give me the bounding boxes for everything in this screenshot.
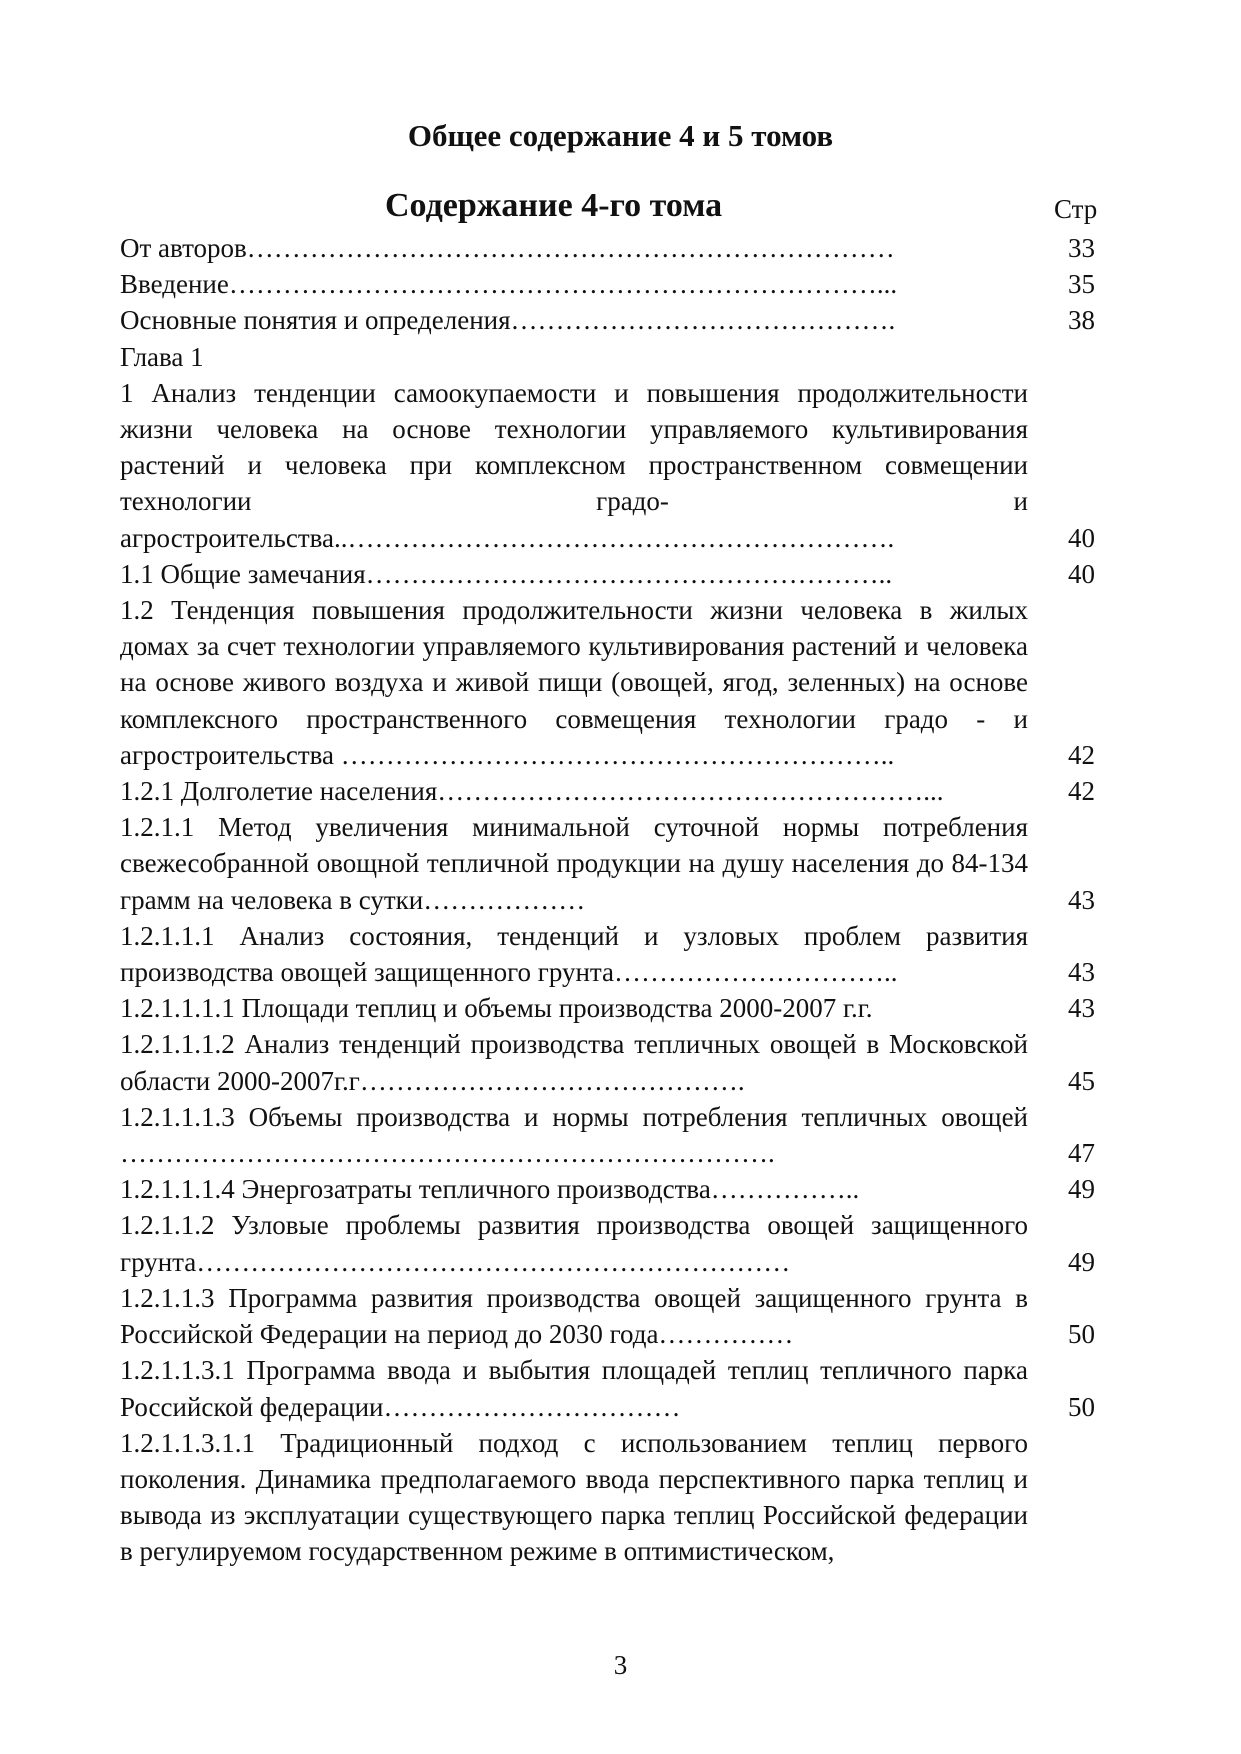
toc-entry-page: 42 <box>1068 776 1095 807</box>
toc-entry-text: Основные понятия и определения……………………………………. <box>120 305 896 336</box>
toc-entry <box>120 1026 1095 1098</box>
toc-entry-page: 40 <box>1068 522 1095 553</box>
toc-entry-page: 42 <box>1068 739 1095 770</box>
toc-entry-text: От авторов……………………………………………………………… <box>120 233 895 263</box>
toc-entry-page: 43 <box>1068 993 1095 1024</box>
toc-entry-text: 1.2.1.1.3.1 Программа ввода и выбытия площадей теплиц тепличного парка Российской федерации…………………………… <box>120 1355 1028 1422</box>
toc-entry-text: Глава 1 <box>120 341 204 372</box>
volume-title: Содержание 4-го тома <box>385 187 723 224</box>
toc-entry-page: 35 <box>1068 269 1095 300</box>
table-of-contents <box>120 230 1095 1570</box>
toc-entry-text: 1.2.1.1.1.2 Анализ тенденций производства тепличных овощей в Московской области 2000-2007г.г……………………………………. <box>120 1029 1028 1096</box>
toc-entry <box>120 1280 1095 1352</box>
toc-entry-text: 1 Анализ тенденции самоокупаемости и повышения продолжительности жизни человека на основе технологии управляемого культивирования растений и человека при комплексном пространственном совмещении технологии градо- и агростроительства..……………………………………………………. <box>120 377 1028 553</box>
toc-entry <box>120 302 1095 338</box>
toc-entry <box>120 773 1095 809</box>
toc-entry-page: 43 <box>1068 884 1095 915</box>
toc-entry-page: 40 <box>1068 558 1095 589</box>
toc-entry-page: 43 <box>1068 957 1095 988</box>
page-number: 3 <box>613 1650 628 1680</box>
toc-entry-text: 1.2.1.1.1.3 Объемы производства и нормы потребления тепличных овощей ………………………………………………………………. <box>120 1101 1028 1169</box>
toc-entry-text: 1.2.1.1.3.1.1 Традиционный подход с использованием теплиц первого поколения. Динамика предполагаемого ввода перспективного парка теплиц и вывода из эксплуатации существующего парка теплиц Российской федерации в регулируемом государственном режиме в оптимистическом, <box>120 1427 1028 1567</box>
toc-entry <box>120 918 1095 990</box>
toc-entry-text: 1.2.1.1.2 Узловые проблемы развития производства овощей защищенного грунта………………………………………………………… <box>120 1210 1028 1277</box>
toc-entry-text: 1.2.1 Долголетие населения………………………………………………... <box>120 776 944 807</box>
toc-entry <box>120 1207 1095 1279</box>
toc-entry <box>120 1099 1095 1171</box>
toc-entry <box>120 556 1095 592</box>
toc-entry-page: 47 <box>1068 1138 1095 1169</box>
toc-entry-page: 50 <box>1068 1319 1095 1350</box>
toc-entry-text: 1.2 Тенденция повышения продолжительности жизни человека в жилых домах за счет технологии управляемого культивирования растений и человека на основе живого воздуха и живой пищи (овощей, ягод, зеленных) на основе комплексного пространственного совмещения технологии градо - и агростроительства …………………………………………………….. <box>120 595 1028 770</box>
toc-entry-page: 38 <box>1068 305 1095 336</box>
document-title: Общее содержание 4 и 5 томов <box>407 118 834 153</box>
toc-entry-text: 1.2.1.1 Метод увеличения минимальной суточной нормы потребления свежесобранной овощной тепличной продукции на душу населения до 84-134 грамм на человека в сутки……………… <box>120 812 1028 915</box>
toc-entry-text: 1.2.1.1.1.4 Энергозатраты тепличного производства…………….. <box>120 1174 860 1205</box>
toc-entry <box>120 592 1095 773</box>
toc-entry-text: 1.2.1.1.3 Программа развития производства овощей защищенного грунта в Российской Федерации на период до 2030 года…………… <box>120 1282 1028 1350</box>
toc-entry <box>120 1171 1095 1207</box>
toc-entry <box>120 990 1095 1026</box>
toc-entry <box>120 809 1095 918</box>
toc-entry-page: 49 <box>1068 1174 1095 1205</box>
toc-entry-text: 1.2.1.1.1 Анализ состояния, тенденций и узловых проблем развития производства овощей защищенного грунта………………………….. <box>120 920 1028 988</box>
toc-entry-text: Введение………………………………………………………………... <box>120 269 898 300</box>
page-column-label: Стр <box>1054 194 1098 224</box>
toc-entry <box>120 1352 1095 1424</box>
toc-entry <box>120 230 1095 266</box>
toc-entry-text: 1.2.1.1.1.1 Площади теплиц и объемы производства 2000-2007 г.г. <box>120 993 873 1024</box>
toc-entry-page: 49 <box>1068 1246 1095 1277</box>
toc-entry <box>120 375 1095 556</box>
toc-entry-text: 1.1 Общие замечания………………………………………………….. <box>120 558 893 589</box>
toc-entry <box>120 266 1095 302</box>
toc-entry-page: 33 <box>1068 233 1095 263</box>
toc-entry-page: 50 <box>1068 1391 1095 1422</box>
toc-entry-page: 45 <box>1068 1065 1095 1096</box>
toc-entry <box>120 339 1095 375</box>
toc-entry <box>120 1425 1095 1570</box>
